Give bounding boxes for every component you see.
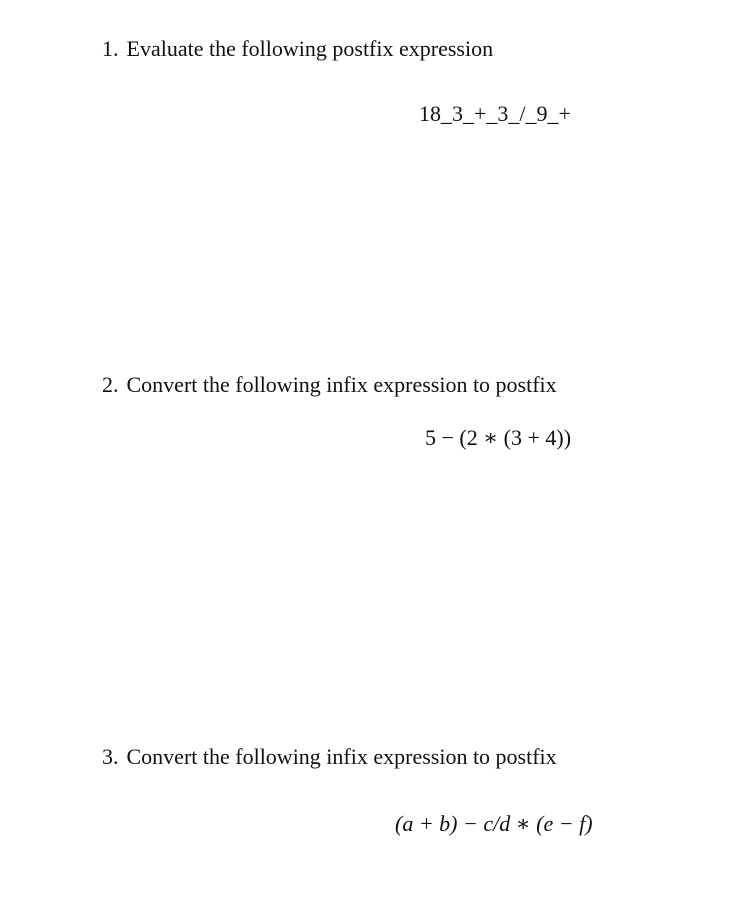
question-3-number: 3. [102, 744, 119, 769]
question-3-expression: (a + b) − c/d ∗ (e − f) [395, 811, 593, 836]
question-3-text: Convert the following infix expression to postfix [126, 744, 557, 769]
question-2-text: Convert the following infix expression to postfix [126, 372, 557, 397]
question-2-expression: 5 − (2 ∗ (3 + 4)) [425, 425, 572, 450]
question-1-text: Evaluate the following postfix expression [126, 36, 494, 61]
question-1-prompt [102, 36, 493, 62]
question-3-prompt [102, 744, 557, 770]
question-1-number: 1. [102, 36, 119, 61]
question-1-expression: 18_3_+_3_/_9_+ [419, 101, 571, 126]
question-2-number: 2. [102, 372, 119, 397]
question-2-prompt [102, 372, 557, 398]
